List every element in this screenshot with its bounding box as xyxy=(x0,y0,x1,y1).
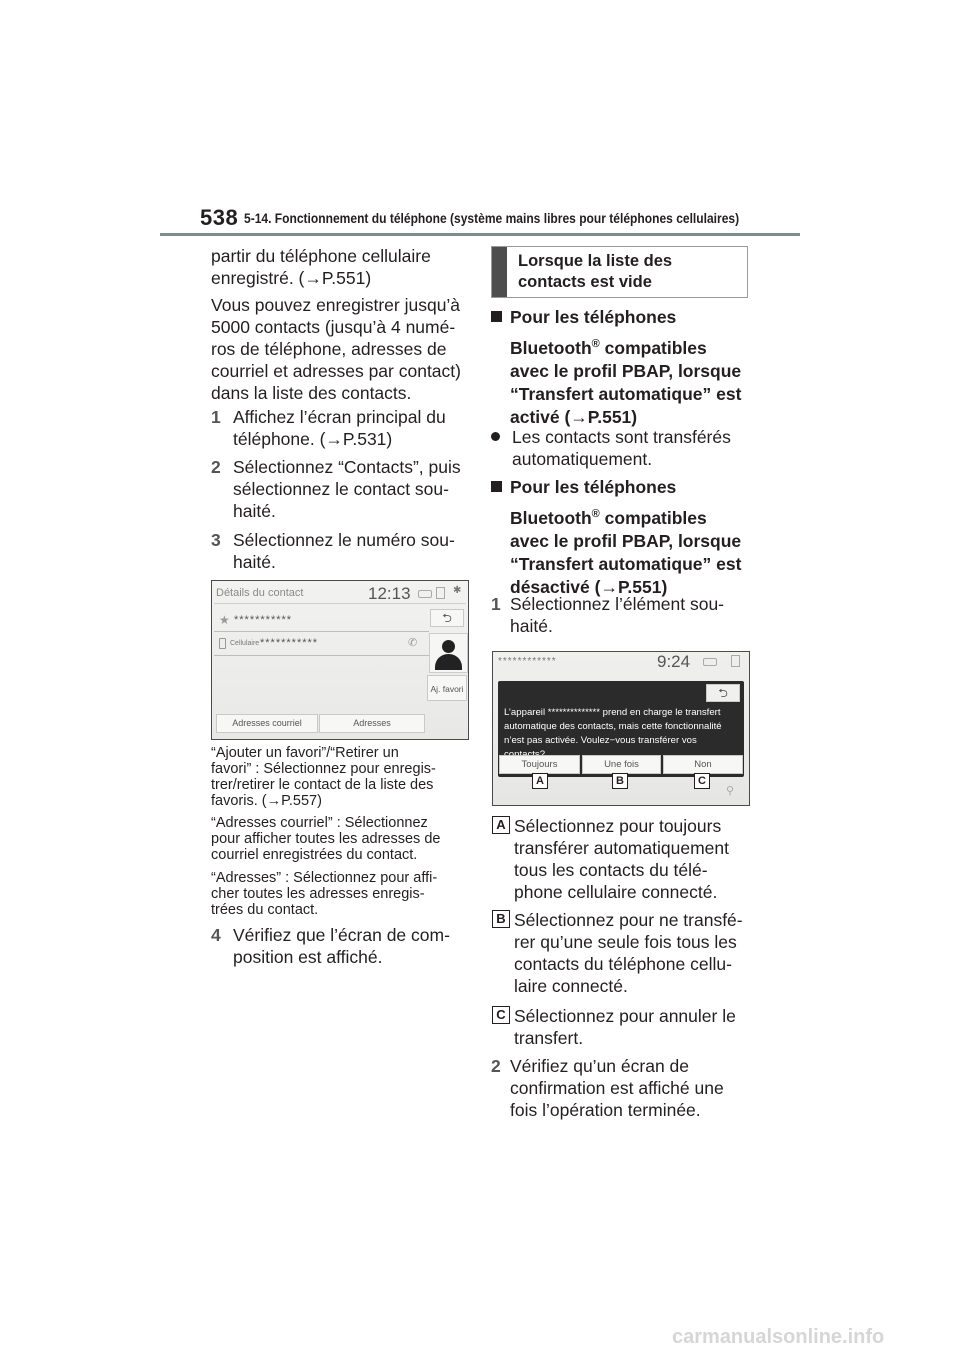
note-addresses: “Adresses” : Sélectionnez pour affi- cher toutes les adresses enregis- trées du contact. xyxy=(211,870,438,918)
heading-pbap-off: Pour les téléphones Bluetooth® compatibles avec le profil PBAP, lorsque “Transfert automatique” est désactivé (→P.551) xyxy=(491,476,753,599)
signal-icon xyxy=(703,658,717,666)
transfer-dialog xyxy=(498,681,744,777)
always-button[interactable]: Toujours xyxy=(499,755,580,774)
right-step-2: 2 Vérifiez qu’un écran de confirmation est affiché une fois l’opération terminée. xyxy=(491,1056,724,1120)
square-bullet-icon xyxy=(491,311,502,322)
callout-b: B xyxy=(612,773,628,789)
contact-number[interactable]: *********** xyxy=(260,637,319,649)
round-bullet-icon xyxy=(491,432,500,441)
callout-title: Lorsque la liste des contacts est vide xyxy=(518,252,673,291)
clock: 9:24 xyxy=(657,652,691,671)
callout-c: C xyxy=(694,773,710,789)
clock: 12:13 xyxy=(368,584,411,603)
section-title: 5-14. Fonctionnement du téléphone (système mains libres pour téléphones cellulaires) xyxy=(244,210,740,226)
heading-pbap-on: Pour les téléphones Bluetooth® compatibles avec le profil PBAP, lorsque “Transfert automatique” est activé (→P.551) xyxy=(491,306,753,429)
page-number: 538 xyxy=(200,205,239,230)
battery-icon xyxy=(436,587,445,599)
no-button[interactable]: Non xyxy=(663,755,743,774)
callout-box xyxy=(491,246,748,298)
bluetooth-icon: ✱ xyxy=(453,585,462,596)
step-2: 2 Sélectionnez “Contacts”, puis sélectionnez le contact sou- haité. xyxy=(211,457,461,521)
square-bullet-icon xyxy=(491,481,502,492)
step-4: 4 Vérifiez que l’écran de com- position est affiché. xyxy=(211,925,450,967)
email-addresses-button[interactable]: Adresses courriel xyxy=(216,714,318,733)
label-a: A xyxy=(492,816,510,834)
note-email: “Adresses courriel” : Sélectionnez pour afficher toutes les adresses de courriel enregistrées du contact. xyxy=(211,815,441,863)
callout-accent-bar xyxy=(492,247,507,297)
number-type-label: Cellulaire xyxy=(230,640,260,647)
callout-a: A xyxy=(532,773,548,789)
intro-text: partir du téléphone cellulaire enregistré. (→P.551) xyxy=(211,246,431,288)
label-b: B xyxy=(492,910,510,928)
capacity-text: Vous pouvez enregistrer jusqu’à 5000 contacts (jusqu’à 4 numé- ros de téléphone, adresses de courriel et adresses par contact) dans la liste des contacts. xyxy=(211,295,461,403)
watermark: carmanualsonline.info xyxy=(672,1326,885,1348)
screen-title: Détails du contact xyxy=(216,587,304,599)
option-c-text: Sélectionnez pour annuler le transfert. xyxy=(514,1006,736,1048)
right-step-1: 1 Sélectionnez l’élément sou- haité. xyxy=(491,594,725,636)
label-c: C xyxy=(492,1006,510,1024)
contact-details-screen xyxy=(211,580,469,740)
favorite-star-icon: ★ xyxy=(219,613,230,627)
dialog-message: L’appareil ************** prend en charge le transfert automatique des contacts, mais cette fonctionnalité n’est pas activée. Voulez−vous transférer vos xyxy=(504,707,722,746)
step-1: 1 Affichez l’écran principal du téléphone. (→P.531) xyxy=(211,407,446,449)
step-3: 3 Sélectionnez le numéro sou- haité. xyxy=(211,530,455,572)
bullet-auto-transfer: Les contacts sont transférés automatiquement. xyxy=(491,426,753,470)
search-icon: ⚲ xyxy=(726,785,735,797)
transfer-prompt-screen xyxy=(492,651,750,806)
header-rule xyxy=(160,233,800,236)
back-button[interactable]: ⮌ xyxy=(706,684,740,702)
battery-icon xyxy=(731,655,740,667)
signal-icon xyxy=(418,590,432,598)
avatar xyxy=(429,633,468,673)
note-favorite: “Ajouter un favori”/“Retirer un favori” : Sélectionnez pour enregis- trer/retirer le contact de la liste des favoris. (→P.557) xyxy=(211,745,436,809)
mobile-phone-icon xyxy=(219,638,226,649)
option-b-text: Sélectionnez pour ne transfé- rer qu’une seule fois tous les contacts du téléphone cellu- laire connecté. xyxy=(514,910,743,996)
option-a-text: Sélectionnez pour toujours transférer automatiquement tous les contacts du télé- phone cellulaire connecté. xyxy=(514,816,729,902)
add-favorite-button[interactable]: Aj. favori xyxy=(427,675,467,701)
once-button[interactable]: Une fois xyxy=(582,755,661,774)
back-button[interactable]: ⮌ xyxy=(430,609,464,627)
device-name: ************ xyxy=(498,656,557,667)
addresses-button[interactable]: Adresses xyxy=(319,714,425,733)
contact-name: *********** xyxy=(234,614,293,626)
call-icon: ✆ xyxy=(408,637,418,649)
